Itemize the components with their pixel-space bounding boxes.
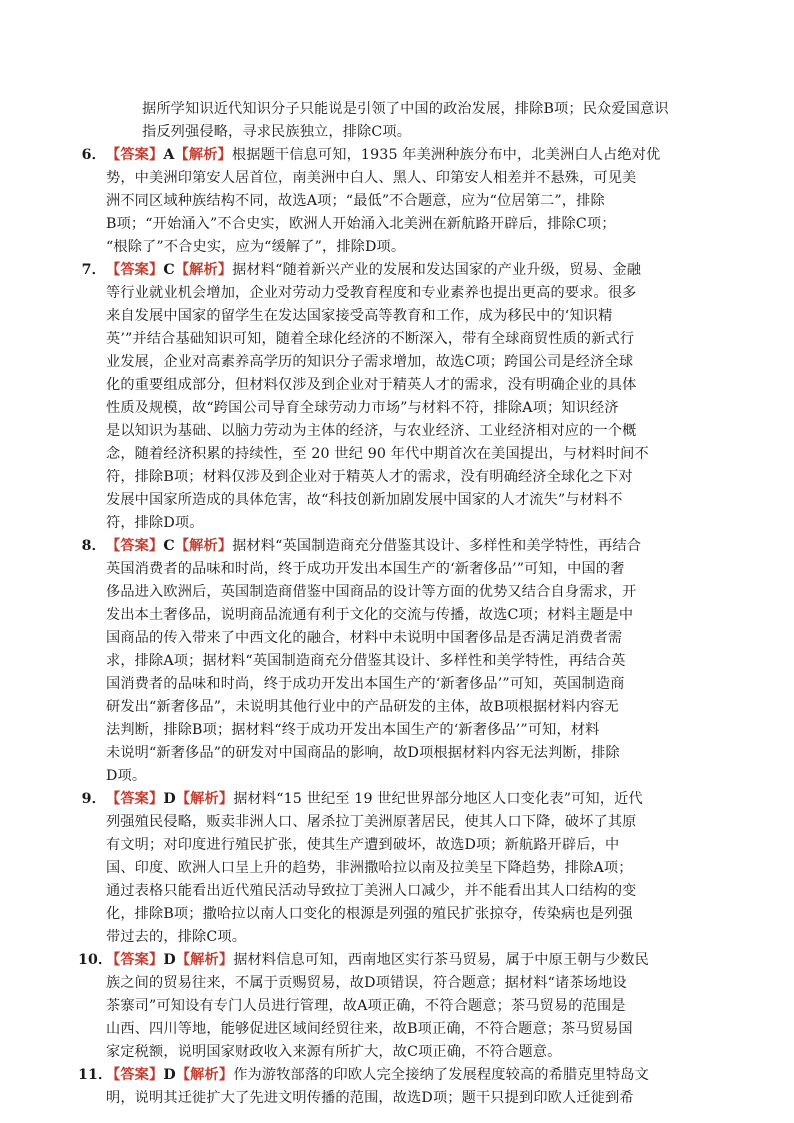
explanation-item	[81, 144, 676, 259]
intro-line: 指反列强侵略，寻求民族独立，排除C项。	[142, 124, 412, 140]
explanation-line: 未说明“新奢侈品”的研发对中国商品的影响，故D项根据材料内容无法判断，排除	[106, 745, 620, 761]
explanation-text: 据材料“15 世纪至 19 世纪世界部分地区人口变化表”可知，近代	[233, 791, 643, 807]
explanation-line: 是以知识为基础、以脑力劳动为主体的经济，与农业经济、工业经济相对应的一个概	[106, 423, 637, 439]
analysis-tag: 【解析】	[175, 791, 234, 807]
question-number: 10．	[78, 952, 113, 968]
explanation-line: 符，排除D项。	[106, 515, 204, 531]
intro-line: 据所学知识近代知识分子只能说是引领了中国的政治发展，排除B项；民众爱国意识	[142, 101, 669, 117]
explanation-text: 根据题干信息可知，1935 年美洲种族分布中，北美洲白人占绝对优	[231, 147, 661, 163]
question-number: 8．	[81, 538, 106, 554]
explanation-line: 发出本土奢侈品，说明商品流通有利于文化的交流与传播，故选C项；材料主题是中	[106, 607, 634, 623]
explanation-line: 等行业就业机会增加，企业对劳动力受教育程度和专业素养也提出更高的要求。很多	[106, 285, 637, 301]
explanation-first-line	[81, 788, 676, 811]
explanation-line: 来自发展中国家的留学生在发达国家接受高等教育和工作，成为移民中的‘知识精	[106, 308, 613, 324]
explanation-line: 茶寨司”可知设有专门人员进行管理，故A项正确，不符合题意；茶马贸易的范围是	[106, 998, 626, 1014]
explanation-line: 求，排除A项；据材料“英国制造商充分借鉴其设计、多样性和美学特性，再结合英	[106, 653, 626, 669]
explanation-line: 带过去的，排除C项。	[106, 929, 247, 945]
answer-explanations	[78, 98, 676, 1110]
explanation-line: “根除了”不合史实，应为“缓解了”，排除D项。	[106, 239, 406, 255]
answer-letter: D	[163, 952, 176, 968]
answer-tag: 【答案】	[106, 952, 164, 968]
explanation-line: 家定税额，说明国家财政收入来源有所扩大，故C项正确，不符合题意。	[106, 1044, 562, 1060]
explanation-first-line	[81, 535, 676, 558]
explanation-item	[81, 788, 676, 949]
explanation-item	[78, 949, 676, 1064]
answer-tag: 【答案】	[106, 1067, 164, 1083]
analysis-tag: 【解析】	[174, 147, 232, 163]
analysis-tag: 【解析】	[175, 952, 234, 968]
explanation-text: 据材料信息可知，西南地区实行茶马贸易，属于中原王朝与少数民	[233, 952, 649, 968]
answer-tag: 【答案】	[106, 262, 164, 278]
answer-tag: 【答案】	[106, 791, 164, 807]
explanation-item	[78, 1064, 676, 1110]
explanation-first-line	[78, 1064, 676, 1087]
answer-tag: 【答案】	[106, 538, 164, 554]
explanation-first-line	[81, 144, 676, 167]
explanation-line: 国商品的传入带来了中西文化的融合，材料中未说明中国奢侈品是否满足消费者需	[106, 630, 623, 646]
explanation-line: 国消费者的品味和时尚，终于成功开发出本国生产的‘新奢侈品’”可知，英国制造商	[106, 676, 625, 692]
explanation-line: 山西、四川等地，能够促进区域间经贸往来，故B项正确，不符合题意；茶马贸易国	[106, 1021, 633, 1037]
explanation-first-line	[78, 949, 676, 972]
explanation-line: 通过表格只能看出近代殖民活动导致拉丁美洲人口减少，并不能看出其人口结构的变	[106, 883, 637, 899]
explanation-line: 发展中国家所造成的具体危害，故“科技创新加剧发展中国家的人才流失”与材料不	[106, 492, 623, 508]
explanation-line: 念，随着经济积累的持续性，至 20 世纪 90 年代中期首次在美国提出，与材料时间不	[106, 446, 649, 462]
explanation-line: B项；“开始涌入”不合史实，欧洲人开始涌入北美洲在新航路开辟后，排除C项；	[106, 216, 616, 232]
question-number: 7．	[81, 262, 106, 278]
explanation-line: 性质及规模，故“跨国公司导育全球劳动力市场”与材料不符，排除A项；知识经济	[106, 400, 619, 416]
question-number: 11．	[78, 1067, 113, 1083]
explanation-line: 有文明；对印度进行殖民扩张，使其生产遭到破坏，故选D项；新航路开辟后，中	[106, 837, 620, 853]
explanation-line: 法判断，排除B项；据材料“终于成功开发出本国生产的‘新奢侈品’”可知，材料	[106, 722, 600, 738]
explanation-line: 英国消费者的品味和时尚，终于成功开发出本国生产的‘新奢侈品’”可知，中国的奢	[106, 561, 625, 577]
explanation-line: 化的重要组成部分，但材料仅涉及到企业对于精英人才的需求，没有明确企业的具体	[106, 377, 637, 393]
explanation-text: 据材料“英国制造商充分借鉴其设计、多样性和美学特性，再结合	[232, 538, 642, 554]
explanation-text: 据材料“随着新兴产业的发展和发达国家的产业升级，贸易、金融	[232, 262, 642, 278]
analysis-tag: 【解析】	[174, 262, 233, 278]
explanation-line: 国、印度、欧洲人口呈上升的趋势，非洲撒哈拉以南及拉美呈下降趋势，排除A项；	[106, 860, 633, 876]
explanation-line: 业发展，企业对高素养高学历的知识分子需求增加，故选C项；跨国公司是经济全球	[106, 354, 634, 370]
explanation-line: 英’”并结合基础知识可知，随着全球化经济的不断深入，带有全球商贸性质的新式行	[106, 331, 635, 347]
answer-letter: C	[163, 538, 175, 554]
answer-tag: 【答案】	[106, 147, 164, 163]
explanation-line: 化，排除B项；撒哈拉以南人口变化的根源是列强的殖民扩张掠夺，传染病也是列强	[106, 906, 633, 922]
question-number: 6．	[81, 147, 106, 163]
explanation-line: 族之间的贸易往来，不属于贡赐贸易，故D项错误，符合题意；据材料“诸茶场地设	[106, 975, 627, 991]
explanation-line: 洲不同区域种族结构不同，故选A项；“最低”不合题意，应为“位居第二”，排除	[106, 193, 605, 209]
question-number: 9．	[81, 791, 106, 807]
explanation-line: 列强殖民侵略，贩卖非洲人口、屠杀拉丁美洲原著居民，使其人口下降，破坏了其原	[106, 814, 637, 830]
explanation-line: 符，排除B项；材料仅涉及到企业对于精英人才的需求，没有明确经济全球化之下对	[106, 469, 633, 485]
explanation-list	[78, 144, 676, 1110]
explanation-first-line	[81, 259, 676, 282]
explanation-line: 研发出“新奢侈品”，未说明其他行业中的产品研发的主体，故B项根据材料内容无	[106, 699, 619, 715]
answer-letter: A	[163, 147, 175, 163]
explanation-item	[81, 259, 676, 535]
analysis-tag: 【解析】	[174, 538, 233, 554]
explanation-line: 明，说明其迁徙扩大了先进文明传播的范围，故选D项；题干只提到印欧人迁徙到希	[106, 1090, 634, 1106]
explanation-line: D项。	[106, 768, 147, 784]
explanation-text: 作为游牧部落的印欧人完全接纳了发展程度较高的希腊克里特岛文	[233, 1067, 649, 1083]
explanation-line: 侈品进入欧洲后，英国制造商借鉴中国商品的设计等方面的优势又结合自身需求，开	[106, 584, 637, 600]
explanation-line: 势，中美洲印第安人居首位，南美洲中白人、黑人、印第安人相差并不悬殊，可见美	[106, 170, 637, 186]
answer-letter: D	[163, 1067, 176, 1083]
answer-letter: C	[163, 262, 175, 278]
explanation-item	[81, 535, 676, 788]
analysis-tag: 【解析】	[175, 1067, 234, 1083]
answer-letter: D	[163, 791, 176, 807]
